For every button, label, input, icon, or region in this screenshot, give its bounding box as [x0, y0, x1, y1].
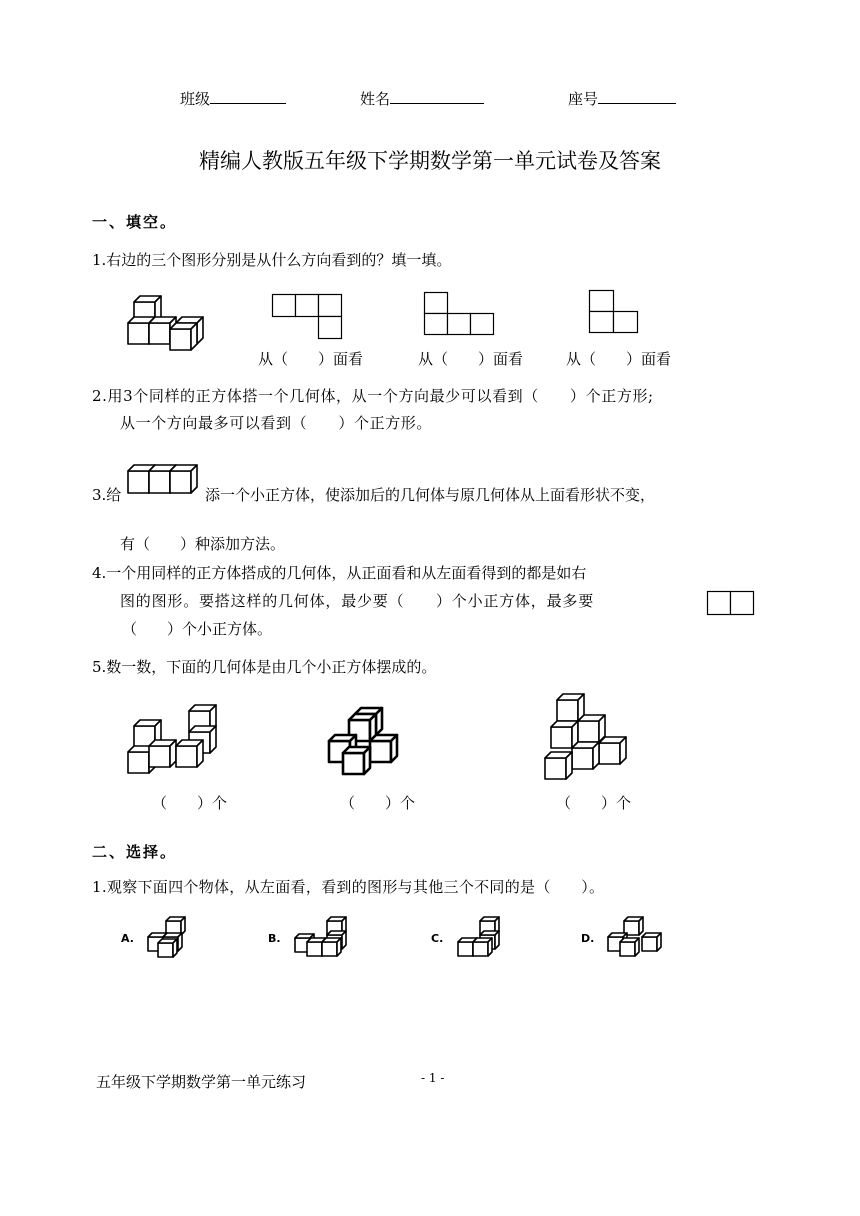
cube	[551, 721, 578, 748]
section1-heading: 一、填空。	[92, 213, 178, 231]
cube	[578, 715, 605, 742]
cube	[473, 938, 492, 956]
seat-blank[interactable]	[598, 89, 676, 104]
q3-prefix: 3.给	[92, 486, 122, 504]
cube	[557, 694, 584, 721]
option-d-label[interactable]: D.	[581, 932, 595, 945]
option-c-label[interactable]: C.	[431, 932, 444, 945]
cube	[170, 323, 197, 350]
q3-cube-row	[128, 464, 202, 496]
q1-blank-2[interactable]: 从（ ）面看	[418, 350, 524, 368]
q5-blank-1[interactable]: （ ）个	[152, 794, 228, 812]
seat-field	[568, 88, 676, 109]
q5-blank-2[interactable]: （ ）个	[340, 794, 416, 812]
q4-view-figure	[707, 591, 755, 617]
option-a-label[interactable]: A.	[121, 932, 134, 945]
s2-q1-text: 1.观察下面四个物体，从左面看，看到的图形与其他三个不同的是（ ）。	[92, 878, 605, 896]
q1-view-3	[589, 290, 639, 334]
q1-view-1	[272, 294, 344, 340]
q4-line1: 4.一个用同样的正方体搭成的几何体，从正面看和从左面看得到的都是如右	[92, 564, 587, 582]
cube	[620, 938, 639, 956]
cube	[322, 938, 341, 956]
q5-blank-3[interactable]: （ ）个	[556, 794, 632, 812]
q1-cube-figure	[128, 296, 218, 352]
q5-figure-3	[543, 690, 633, 785]
footer-left: 五年级下学期数学第一单元练习	[96, 1073, 307, 1091]
cube	[158, 939, 177, 957]
q2-line1: 2.用3个同样的正方体搭一个几何体，从一个方向最少可以看到（ ）个正方形;	[92, 387, 654, 405]
name-label: 姓名	[360, 90, 391, 108]
q5-figure-1	[126, 704, 221, 778]
q5-text: 5.数一数，下面的几何体是由几个小正方体摆成的。	[92, 658, 437, 676]
name-field	[360, 88, 484, 109]
class-blank[interactable]	[210, 89, 286, 104]
class-field	[180, 88, 286, 109]
cube	[545, 752, 572, 779]
cube	[370, 735, 397, 762]
page-title: 精编人教版五年级下学期数学第一单元试卷及答案	[199, 149, 661, 173]
section2-heading: 二、选择。	[92, 843, 178, 861]
q4-line2: 图的图形。要搭这样的几何体，最少要（ ）个小正方体，最多要	[120, 592, 595, 610]
q3-line2: 有（ ）种添加方法。	[120, 535, 286, 553]
cube	[149, 740, 176, 767]
cube	[343, 747, 370, 774]
option-a-figure[interactable]	[146, 916, 188, 960]
q3-suffix: 添一个小正方体，使添加后的几何体与原几何体从上面看形状不变，	[205, 486, 656, 504]
q2-line2: 从一个方向最多可以看到（ ）个正方形。	[120, 414, 433, 432]
option-d-figure[interactable]	[606, 914, 666, 960]
option-b-label[interactable]: B.	[268, 932, 281, 945]
q1-text: 1.右边的三个图形分别是从什么方向看到的？填一填。	[92, 251, 452, 269]
page-number: - 1 -	[421, 1071, 445, 1085]
cube	[170, 465, 197, 493]
option-c-figure[interactable]	[456, 916, 506, 960]
q1-blank-1[interactable]: 从（ ）面看	[258, 350, 364, 368]
cube	[572, 742, 599, 769]
q1-blank-3[interactable]: 从（ ）面看	[566, 350, 672, 368]
class-label: 班级	[180, 90, 211, 108]
name-blank[interactable]	[390, 89, 484, 104]
cube	[599, 737, 626, 764]
cube	[642, 933, 661, 951]
q5-figure-2	[327, 706, 407, 780]
q4-line3: （ ）个小正方体。	[122, 620, 273, 638]
cube	[176, 740, 203, 767]
q1-view-2	[424, 292, 496, 336]
seat-label: 座号	[568, 90, 599, 108]
option-b-figure[interactable]	[293, 916, 353, 960]
